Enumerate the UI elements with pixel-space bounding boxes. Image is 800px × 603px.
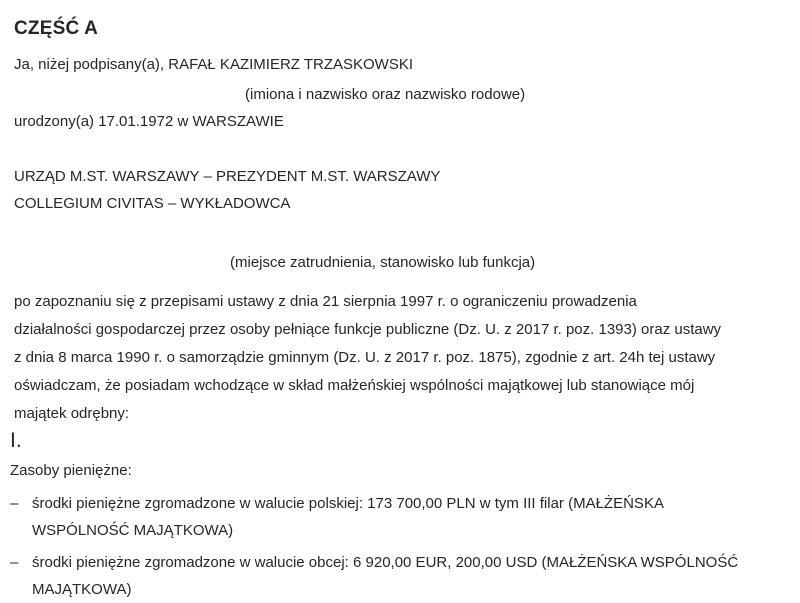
list-item-line: MAJĄTKOWA) xyxy=(32,581,132,598)
intro-line: po zapoznaniu się z przepisami ustawy z dnia 21 sierpnia 1997 r. o ograniczeniu prowadzenia xyxy=(14,293,637,310)
list-item-line: WSPÓLNOŚĆ MAJĄTKOWA) xyxy=(32,522,234,539)
intro-line: z dnia 8 marca 1990 r. o samorządzie gminnym (Dz. U. z 2017 r. poz. 1875), zgodnie z art. 24h tej ustawy xyxy=(14,349,716,366)
employment-line-2: COLLEGIUM CIVITAS – WYKŁADOWCA xyxy=(14,195,291,212)
list-item-text xyxy=(32,549,787,603)
intro-line: oświadczam, że posiadam wchodzące w skład małżeńskiej wspólności majątkowej lub stanowiące mój xyxy=(14,377,695,394)
part-heading: CZĘŚĆ A xyxy=(14,18,99,39)
dash-marker: – xyxy=(10,495,19,512)
birth-line: urodzony(a) 17.01.1972 w WARSZAWIE xyxy=(14,113,284,130)
section-title: Zasoby pieniężne: xyxy=(10,462,132,479)
intro-paragraph xyxy=(14,288,799,428)
intro-line: działalności gospodarczej przez osoby pełniące funkcje publiczne (Dz. U. z 2017 r. poz. 1393) oraz ustawy xyxy=(14,321,722,338)
list-item-line: środki pieniężne zgromadzone w walucie polskiej: 173 700,00 PLN w tym III filar (MAŁŻEŃSKA xyxy=(32,495,664,512)
section-number: I. xyxy=(10,429,22,452)
employment-line-1: URZĄD M.ST. WARSZAWY – PREZYDENT M.ST. WARSZAWY xyxy=(14,168,441,185)
list-item-line: środki pieniężne zgromadzone w walucie obcej: 6 920,00 EUR, 200,00 USD (MAŁŻEŃSKA WSPÓLNOŚĆ xyxy=(32,554,739,571)
dash-marker: – xyxy=(10,554,19,571)
intro-line: majątek odrębny: xyxy=(14,405,130,422)
list-item-text xyxy=(32,490,787,544)
employment-hint: (miejsce zatrudnienia, stanowisko lub funkcja) xyxy=(230,254,536,271)
name-hint: (imiona i nazwisko oraz nazwisko rodowe) xyxy=(245,86,526,103)
declarant-line: Ja, niżej podpisany(a), RAFAŁ KAZIMIERZ TRZASKOWSKI xyxy=(14,56,414,73)
